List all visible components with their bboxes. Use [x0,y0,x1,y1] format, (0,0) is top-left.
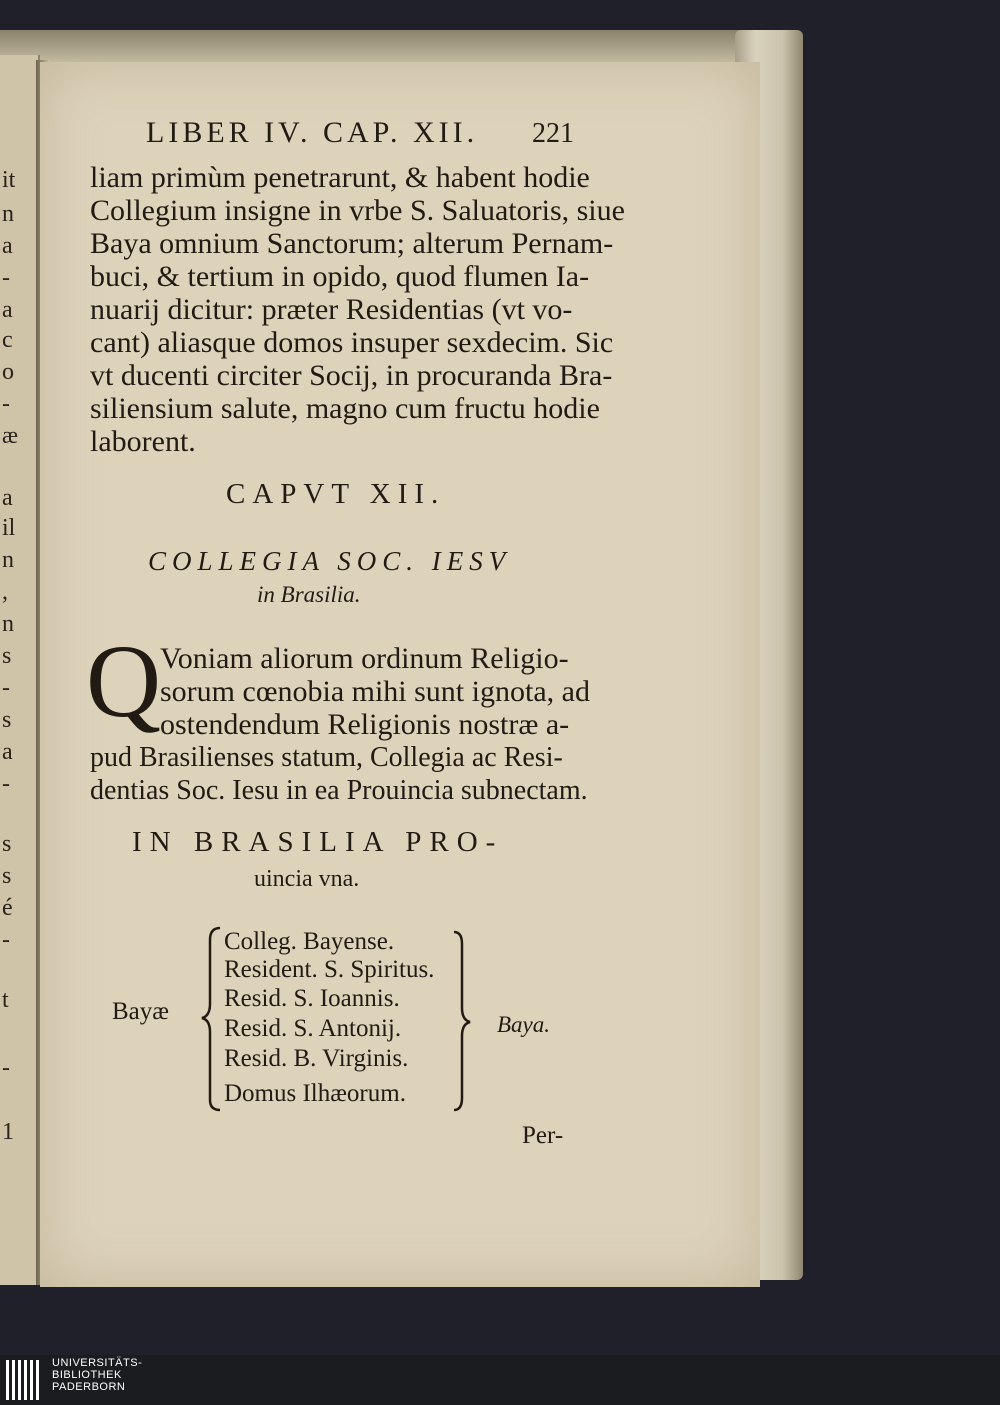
table-entry: Colleg. Bayense. [224,928,395,955]
paragraph-line: dentias Soc. Iesu in ea Prouincia subnectam. [90,775,588,806]
chapter-title: COLLEGIA SOC. IESV [148,546,512,576]
left-page-edge [0,55,40,1285]
body-line: vt ducenti circiter Socij, in procuranda Bra- [90,359,613,392]
logo-line: BIBLIOTHEK [52,1369,122,1381]
left-page-fragment: s [2,863,12,889]
left-page-fragment: it [2,167,16,193]
left-page-fragment: s [2,707,12,733]
right-brace-icon [450,928,476,1118]
left-page-fragment: - [2,771,10,797]
running-head: LIBER IV. CAP. XII. [146,116,479,149]
logo-line: PADERBORN [52,1381,126,1393]
body-line: liam primùm penetrarunt, & habent hodie [90,161,590,194]
left-page-fragment: 1 [2,1119,14,1145]
province-subheading: uincia vna. [254,866,360,892]
page-number: 221 [532,118,574,149]
province-heading: IN BRASILIA PRO- [132,826,504,858]
left-page-fragment: - [2,265,10,291]
table-left-label: Bayæ [112,998,169,1025]
left-page-fragment: n [2,611,14,637]
left-page-fragment: n [2,547,14,573]
left-page-fragment: , [2,579,8,605]
chapter-number: CAPVT XII. [226,478,446,510]
left-page-fragment: n [2,201,14,227]
table-entry: Resid. S. Antonij. [224,1015,402,1042]
catchword: Per- [522,1122,564,1149]
body-line: Baya omnium Sanctorum; alterum Pernam- [90,227,614,260]
left-brace-icon [198,924,224,1114]
left-page-fragment: t [2,987,9,1013]
table-right-label: Baya. [497,1012,551,1037]
body-line: Collegium insigne in vrbe S. Saluatoris, siue [90,194,625,227]
paragraph-line: pud Brasilienses statum, Collegia ac Resi- [90,742,563,773]
left-page-fragment: s [2,831,12,857]
left-page-fragment: - [2,1055,10,1081]
chapter-subtitle: in Brasilia. [257,582,361,607]
body-line: cant) aliasque domos insuper sexdecim. Sic [90,326,614,359]
paragraph-line: sorum cœnobia mihi sunt ignota, ad [160,675,590,708]
library-logo-text [52,1357,142,1393]
table-entry: Resident. S. Spiritus. [224,956,435,983]
left-page-fragment: il [2,515,16,541]
body-line: siliensium salute, magno cum fructu hodie [90,392,600,425]
left-page-fragment: - [2,927,10,953]
left-page-fragment: - [2,675,10,701]
table-entry: Domus Ilhæorum. [224,1080,406,1107]
left-page-fragment: a [2,233,13,259]
body-line: buci, & tertium in opido, quod flumen Ia- [90,260,590,293]
drop-cap: Q [86,624,162,739]
library-logo-icon [6,1360,42,1400]
left-page-fragment: æ [2,423,19,449]
left-page-fragment: s [2,643,12,669]
paragraph-line: ostendendum Religionis nostræ a- [160,708,570,741]
body-line: nuarij dicitur: præter Residentias (vt vo- [90,293,573,326]
left-page-fragment: - [2,391,10,417]
left-page-fragment: a [2,297,13,323]
paragraph-line: Voniam aliorum ordinum Religio- [160,642,569,675]
logo-line: UNIVERSITÄTS- [52,1357,143,1369]
table-entry: Resid. B. Virginis. [224,1045,409,1072]
left-page-fragment: a [2,739,13,765]
table-entry: Resid. S. Ioannis. [224,985,400,1012]
left-page-fragment: é [2,895,13,921]
left-page-fragment: c [2,327,13,353]
body-line: laborent. [90,425,196,458]
left-page-fragment: a [2,485,13,511]
left-page-fragment: o [2,359,14,385]
library-footer [0,1355,1000,1405]
